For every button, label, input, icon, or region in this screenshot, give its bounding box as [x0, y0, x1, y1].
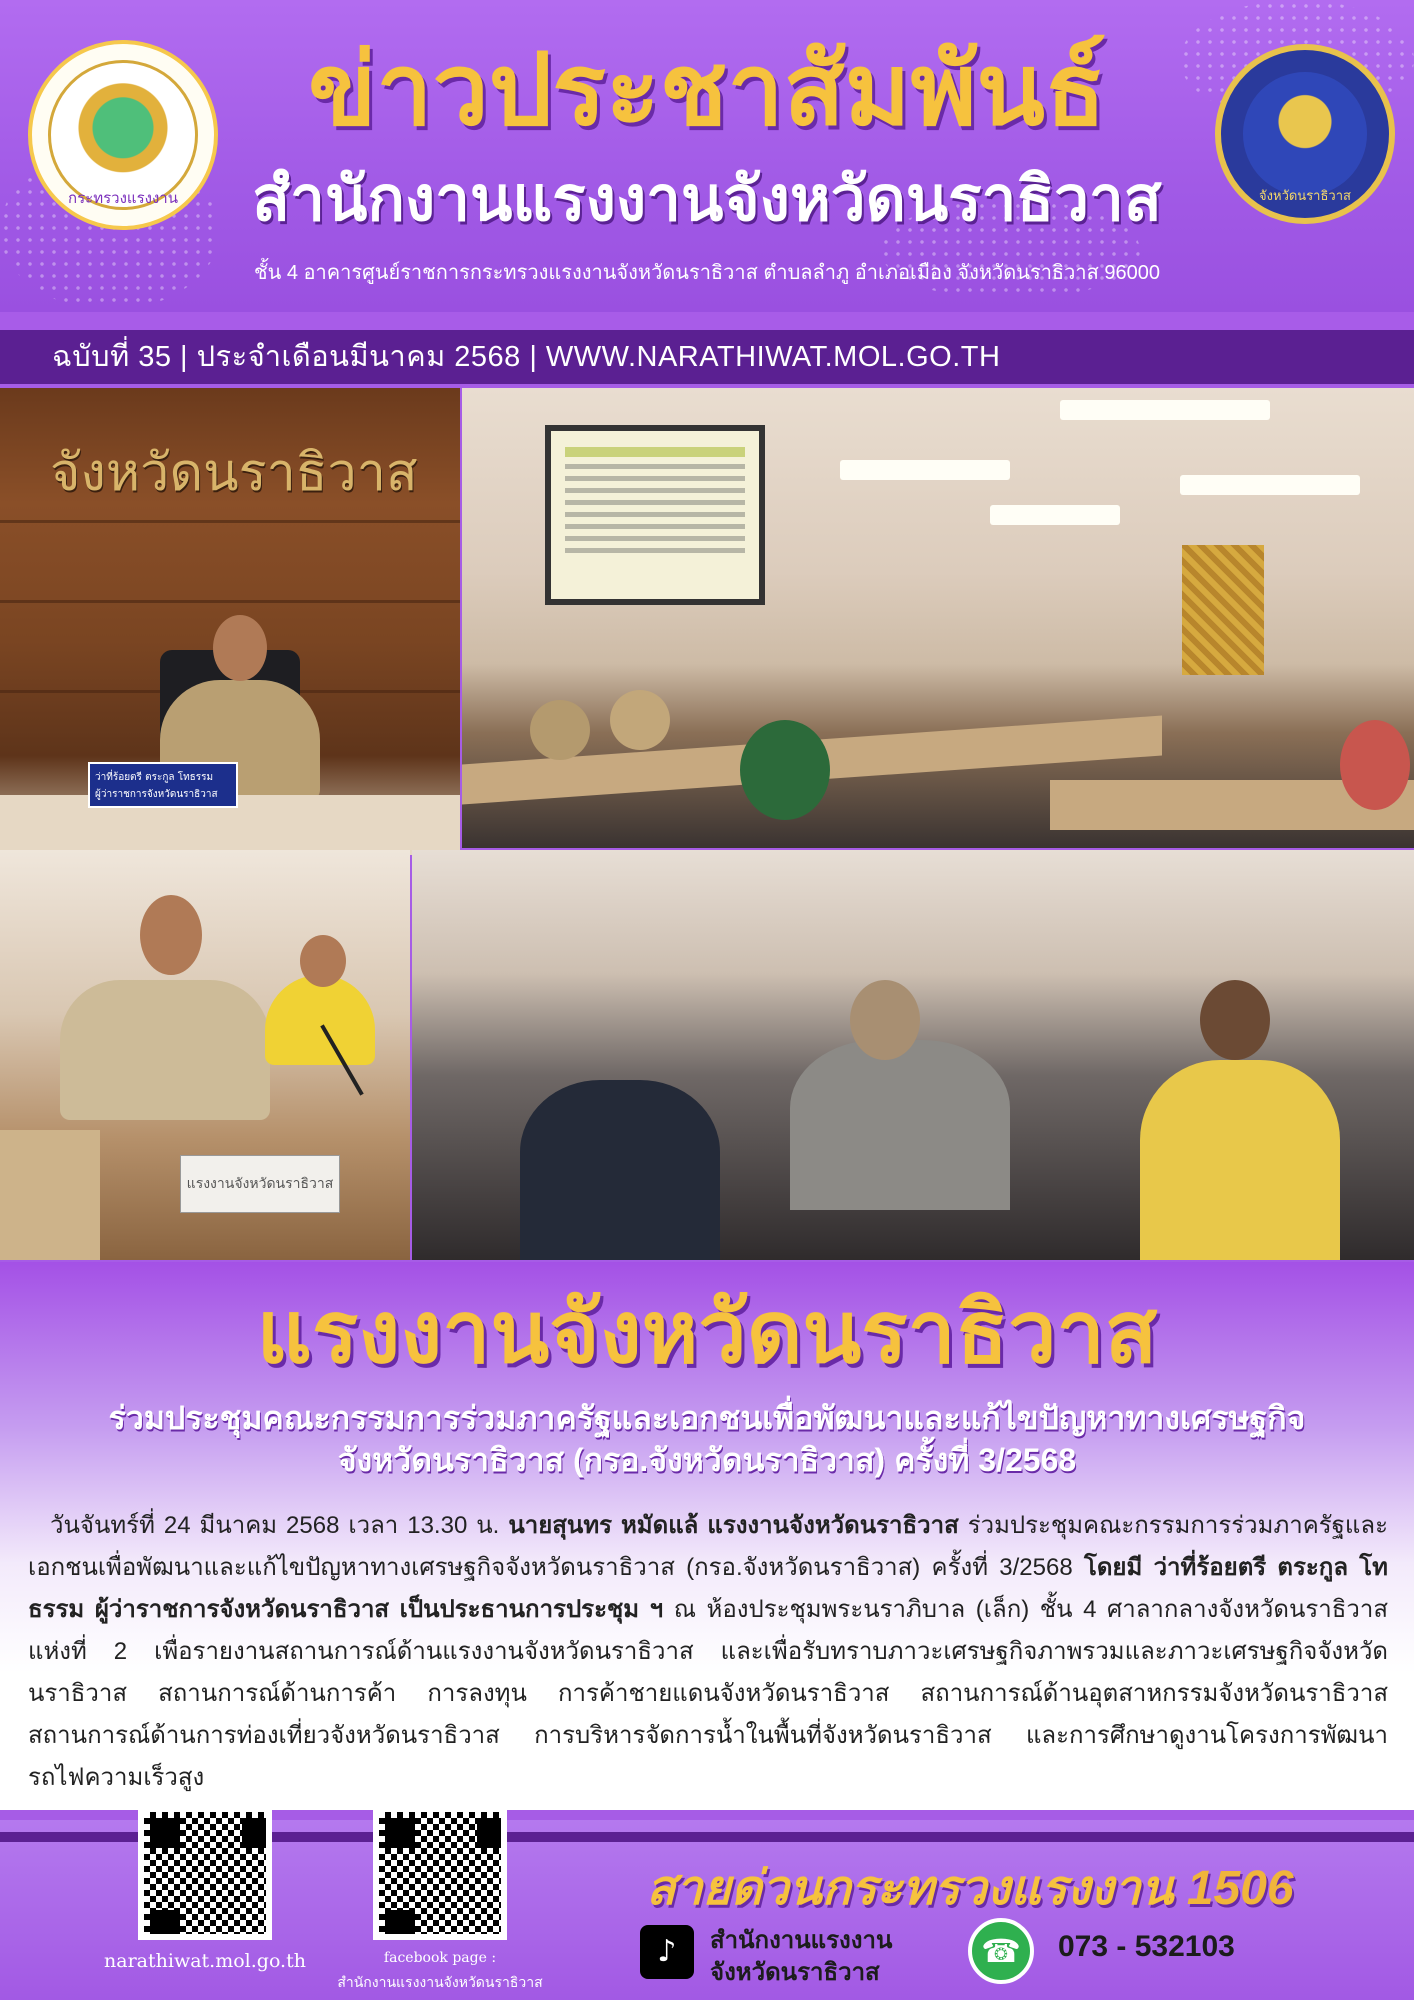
hotline-number: 1506	[1186, 1862, 1294, 1915]
phone-number[interactable]: 073 - 532103	[1058, 1930, 1235, 1963]
body-text-bold: โดยมี ว่าที่ร้อยตรี ตระกูล โทธรรม ผู้ว่าราชการจังหวัดนราธิวาส เป็นประธานการประชุม ฯ	[28, 1554, 1388, 1623]
ceiling-light	[990, 505, 1120, 525]
attendee	[610, 690, 670, 750]
body-text: วันจันทร์ที่ 24 มีนาคม 2568 เวลา 13.30 น.	[50, 1512, 509, 1539]
facebook-qr-code[interactable]	[373, 1806, 507, 1940]
website-qr-code[interactable]	[138, 1806, 272, 1940]
person-head	[300, 935, 346, 987]
attendee-head	[850, 980, 920, 1060]
logo-left-text: กระทรวงแรงงาน	[68, 189, 178, 207]
attendee	[530, 700, 590, 760]
office-subtitle: สำนักงานแรงงานจังหวัดนราธิวาส	[252, 165, 1162, 234]
wall-signage: จังหวัดนราธิวาส	[50, 443, 418, 503]
headline-subtitle: จังหวัดนราธิวาส (กรอ.จังหวัดนราธิวาส) ครั้งที่ 3/2568	[337, 1442, 1077, 1478]
headline-subtitle: ร่วมประชุมคณะกรรมการร่วมภาครัฐและเอกชนเพื่อพัฒนาและแก้ไขปัญหาทางเศรษฐกิจ	[108, 1400, 1306, 1436]
attendee	[790, 1040, 1010, 1210]
nameplate-line-2: ผู้ว่าราชการจังหวัดนราธิวาส	[95, 789, 218, 800]
ceiling-light	[1060, 400, 1270, 420]
wall-panel-line	[0, 600, 460, 603]
attendee	[1140, 1060, 1340, 1260]
governor-nameplate	[88, 762, 238, 808]
office-name: จังหวัดนราธิวาส	[710, 1959, 880, 1986]
gift-bag	[0, 1130, 100, 1260]
website-label: narathiwat.mol.go.th	[104, 1950, 306, 1972]
office-name: สำนักงานแรงงาน	[710, 1927, 893, 1954]
royal-portrait-panel	[1182, 545, 1264, 675]
attendee-head	[1200, 980, 1270, 1060]
person	[60, 980, 270, 1120]
body-text-bold: นายสุนทร หมัดแล้ แรงงานจังหวัดนราธิวาส	[508, 1512, 959, 1539]
tiktok-icon[interactable]: ♪	[640, 1925, 694, 1979]
page-title: ข่าวประชาสัมพันธ์	[308, 34, 1106, 146]
officials-name-card: แรงงานจังหวัดนราธิวาส	[180, 1155, 340, 1213]
ceiling-light	[840, 460, 1010, 480]
attendee	[1340, 720, 1410, 810]
body-text: ร่วมประชุมคณะกรรมการร่วมภาครัฐและเอกชนเพื่อพัฒนาและแก้ไขปัญหาทางเศรษฐกิจจังหวัดนราธิวาส (กรอ.จังหวัดนราธิวาส) ครั้งที่ 3/2568	[28, 1512, 1388, 1581]
hotline-label: สายด่วนกระทรวงแรงงาน	[646, 1862, 1187, 1915]
news-body	[28, 1505, 1414, 1799]
phone-icon[interactable]: ☎	[968, 1918, 1034, 1984]
body-text: ณ ห้องประชุมพระนราภิบาล (เล็ก) ชั้น 4 ศาลากลางจังหวัดนราธิวาส แห่งที่ 2 เพื่อรายงานสถานการณ์ด้านแรงงานจังหวัดนราธิวาส และเพื่อรับทราบภาวะเศรษฐกิจภาพรวมและภาวะเศรษฐกิจจังหวัดนราธิวาส สถานการณ์ด้านการค้า การลงทุน การค้าชายแดนจังหวัดนราธิวาส สถานการณ์ด้านอุตสาหกรรมจังหวัดนราธิวาส สถานการณ์ด้านการท่องเที่ยวจังหวัดนราธิวาส การบริหารจัดการน้ำในพื้นที่จังหวัดนราธิวาส และการศึกษาดูงานโครงการพัฒนารถไฟความเร็วสูง	[28, 1596, 1389, 1791]
person-head	[140, 895, 202, 975]
issue-info: ฉบับที่ 35 | ประจำเดือนมีนาคม 2568 | WWW.NARATHIWAT.MOL.GO.TH	[52, 341, 1001, 373]
issue-bar	[0, 330, 1414, 384]
facebook-page-name: สำนักงานแรงงานจังหวัดนราธิวาส	[337, 1975, 543, 1991]
person-head	[213, 615, 267, 681]
wall-panel-line	[0, 520, 460, 523]
facebook-label: facebook page :	[383, 1950, 497, 1966]
office-address: ชั้น 4 อาคารศูนย์ราชการกระทรวงแรงงานจังหวัดนราธิวาส ตำบลลำภู อำเภอเมือง จังหวัดนราธิวาส 96000	[254, 262, 1160, 284]
hotline-banner	[600, 1850, 1340, 1926]
divider	[0, 312, 1414, 330]
attendee	[520, 1080, 720, 1260]
nameplate-line-1: ว่าที่ร้อยตรี ตระกูล โทธรรม	[95, 772, 214, 783]
ceiling-light	[1180, 475, 1360, 495]
headline-title: แรงงานจังหวัดนราธิวาส	[256, 1285, 1158, 1381]
projector-screen	[545, 425, 765, 605]
logo-right-text: จังหวัดนราธิวาส	[1259, 189, 1351, 204]
attendee	[740, 720, 830, 820]
